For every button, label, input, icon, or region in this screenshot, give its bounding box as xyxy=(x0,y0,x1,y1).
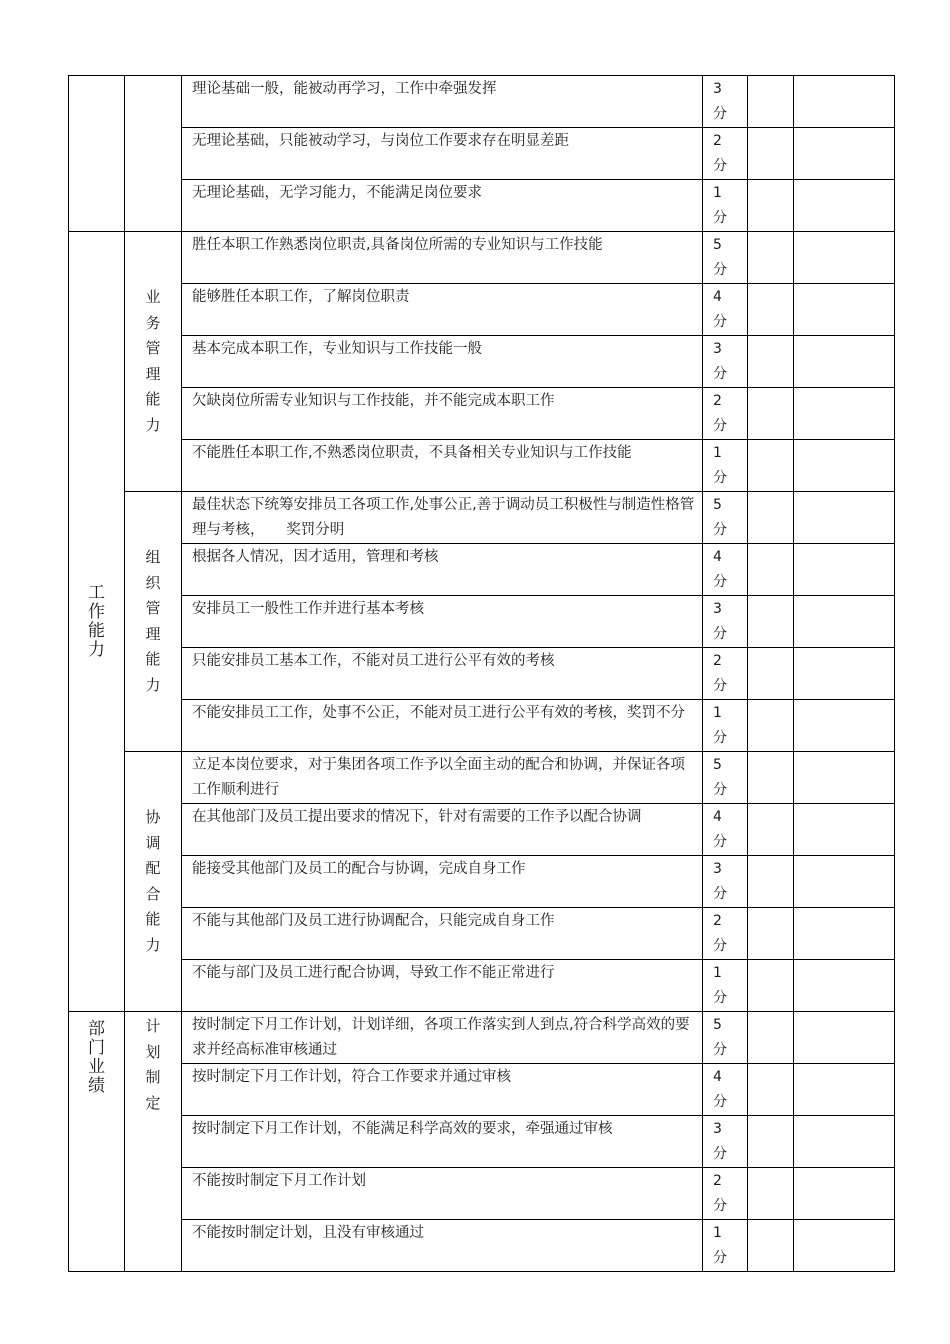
score-cell: 4 分 xyxy=(703,804,748,856)
criteria-text: 能接受其他部门及员工的配合与协调，完成自身工作 xyxy=(182,856,703,908)
score-cell: 1 分 xyxy=(703,1220,748,1272)
review-score-cell[interactable] xyxy=(794,1012,895,1064)
subcategory-business-management: 业务管理能力 xyxy=(125,232,182,492)
review-score-cell[interactable] xyxy=(794,128,895,180)
category-department-performance: 部门业绩 xyxy=(69,1012,125,1272)
criteria-text: 不能与其他部门及员工进行协调配合，只能完成自身工作 xyxy=(182,908,703,960)
self-score-cell[interactable] xyxy=(748,440,794,492)
self-score-cell[interactable] xyxy=(748,544,794,596)
self-score-cell[interactable] xyxy=(748,596,794,648)
table-row xyxy=(69,232,895,284)
table-row xyxy=(69,960,895,1012)
self-score-cell[interactable] xyxy=(748,128,794,180)
table-row xyxy=(69,752,895,804)
review-score-cell[interactable] xyxy=(794,1064,895,1116)
review-score-cell[interactable] xyxy=(794,544,895,596)
table-row xyxy=(69,440,895,492)
self-score-cell[interactable] xyxy=(748,700,794,752)
criteria-text: 安排员工一般性工作并进行基本考核 xyxy=(182,596,703,648)
self-score-cell[interactable] xyxy=(748,336,794,388)
review-score-cell[interactable] xyxy=(794,752,895,804)
score-cell: 1 分 xyxy=(703,180,748,232)
criteria-text: 根据各人情况，因才适用，管理和考核 xyxy=(182,544,703,596)
subcategory-cell-empty xyxy=(125,76,182,232)
criteria-text: 按时制定下月工作计划，不能满足科学高效的要求，牵强通过审核 xyxy=(182,1116,703,1168)
score-cell: 3 分 xyxy=(703,596,748,648)
score-cell: 2 分 xyxy=(703,908,748,960)
subcategory-coordination: 协调配合能力 xyxy=(125,752,182,1012)
criteria-text: 在其他部门及员工提出要求的情况下，针对有需要的工作予以配合协调 xyxy=(182,804,703,856)
review-score-cell[interactable] xyxy=(794,804,895,856)
self-score-cell[interactable] xyxy=(748,1012,794,1064)
score-cell: 4 分 xyxy=(703,1064,748,1116)
table-row xyxy=(69,284,895,336)
criteria-text: 不能胜任本职工作,不熟悉岗位职责，不具备相关专业知识与工作技能 xyxy=(182,440,703,492)
criteria-text: 立足本岗位要求，对于集团各项工作予以全面主动的配合和协调，并保证各项工作顺利进行 xyxy=(182,752,703,804)
self-score-cell[interactable] xyxy=(748,1064,794,1116)
self-score-cell[interactable] xyxy=(748,232,794,284)
review-score-cell[interactable] xyxy=(794,960,895,1012)
self-score-cell[interactable] xyxy=(748,960,794,1012)
table-row xyxy=(69,908,895,960)
evaluation-table xyxy=(68,75,895,1272)
criteria-text: 最佳状态下统筹安排员工各项工作,处事公正,善于调动员工积极性与制造性格管理与考核， 奖罚分明 xyxy=(182,492,703,544)
table-row xyxy=(69,1012,895,1064)
subcategory-organization-management: 组织管理能力 xyxy=(125,492,182,752)
score-cell: 2 分 xyxy=(703,1168,748,1220)
score-cell: 4 分 xyxy=(703,544,748,596)
review-score-cell[interactable] xyxy=(794,908,895,960)
review-score-cell[interactable] xyxy=(794,1168,895,1220)
table-row xyxy=(69,1220,895,1272)
table-row xyxy=(69,388,895,440)
self-score-cell[interactable] xyxy=(748,648,794,700)
score-cell: 3 分 xyxy=(703,1116,748,1168)
score-cell: 4 分 xyxy=(703,284,748,336)
score-cell: 3 分 xyxy=(703,336,748,388)
criteria-text: 按时制定下月工作计划，符合工作要求并通过审核 xyxy=(182,1064,703,1116)
review-score-cell[interactable] xyxy=(794,388,895,440)
self-score-cell[interactable] xyxy=(748,284,794,336)
criteria-text: 按时制定下月工作计划，计划详细，各项工作落实到人到点,符合科学高效的要求并经高标准审核通过 xyxy=(182,1012,703,1064)
review-score-cell[interactable] xyxy=(794,180,895,232)
table-row xyxy=(69,1168,895,1220)
criteria-text: 只能安排员工基本工作，不能对员工进行公平有效的考核 xyxy=(182,648,703,700)
review-score-cell[interactable] xyxy=(794,1220,895,1272)
self-score-cell[interactable] xyxy=(748,1220,794,1272)
table-row xyxy=(69,76,895,128)
self-score-cell[interactable] xyxy=(748,76,794,128)
review-score-cell[interactable] xyxy=(794,336,895,388)
table-row xyxy=(69,180,895,232)
review-score-cell[interactable] xyxy=(794,492,895,544)
self-score-cell[interactable] xyxy=(748,804,794,856)
criteria-text: 不能安排员工工作，处事不公正，不能对员工进行公平有效的考核，奖罚不分 xyxy=(182,700,703,752)
score-cell: 2 分 xyxy=(703,648,748,700)
table-row xyxy=(69,648,895,700)
criteria-text: 能够胜任本职工作，了解岗位职责 xyxy=(182,284,703,336)
criteria-text: 不能与部门及员工进行配合协调，导致工作不能正常进行 xyxy=(182,960,703,1012)
table-row xyxy=(69,700,895,752)
review-score-cell[interactable] xyxy=(794,700,895,752)
review-score-cell[interactable] xyxy=(794,856,895,908)
score-cell: 5 分 xyxy=(703,752,748,804)
review-score-cell[interactable] xyxy=(794,648,895,700)
category-cell-empty xyxy=(69,76,125,232)
score-cell: 5 分 xyxy=(703,492,748,544)
score-cell: 3 分 xyxy=(703,76,748,128)
score-cell: 2 分 xyxy=(703,388,748,440)
score-cell: 5 分 xyxy=(703,1012,748,1064)
table-row xyxy=(69,492,895,544)
table-row xyxy=(69,336,895,388)
review-score-cell[interactable] xyxy=(794,596,895,648)
self-score-cell[interactable] xyxy=(748,1116,794,1168)
self-score-cell[interactable] xyxy=(748,388,794,440)
self-score-cell[interactable] xyxy=(748,180,794,232)
criteria-text: 欠缺岗位所需专业知识与工作技能，并不能完成本职工作 xyxy=(182,388,703,440)
review-score-cell[interactable] xyxy=(794,1116,895,1168)
score-cell: 5 分 xyxy=(703,232,748,284)
score-cell: 1 分 xyxy=(703,960,748,1012)
table-row xyxy=(69,128,895,180)
review-score-cell[interactable] xyxy=(794,284,895,336)
review-score-cell[interactable] xyxy=(794,76,895,128)
table-row xyxy=(69,1116,895,1168)
self-score-cell[interactable] xyxy=(748,908,794,960)
table-row xyxy=(69,1064,895,1116)
criteria-text: 胜任本职工作熟悉岗位职责,具备岗位所需的专业知识与工作技能 xyxy=(182,232,703,284)
score-cell: 2 分 xyxy=(703,128,748,180)
criteria-text: 无理论基础，无学习能力，不能满足岗位要求 xyxy=(182,180,703,232)
table-row xyxy=(69,596,895,648)
subcategory-plan-making: 计划制定 xyxy=(125,1012,182,1272)
criteria-text: 理论基础一般，能被动再学习，工作中牵强发挥 xyxy=(182,76,703,128)
review-score-cell[interactable] xyxy=(794,440,895,492)
criteria-text: 不能按时制定计划，且没有审核通过 xyxy=(182,1220,703,1272)
category-work-ability: 工作能力 xyxy=(69,232,125,1012)
table-row xyxy=(69,804,895,856)
review-score-cell[interactable] xyxy=(794,232,895,284)
table-row xyxy=(69,856,895,908)
self-score-cell[interactable] xyxy=(748,752,794,804)
score-cell: 1 分 xyxy=(703,440,748,492)
self-score-cell[interactable] xyxy=(748,1168,794,1220)
table-row xyxy=(69,544,895,596)
score-cell: 3 分 xyxy=(703,856,748,908)
criteria-text: 无理论基础，只能被动学习，与岗位工作要求存在明显差距 xyxy=(182,128,703,180)
criteria-text: 基本完成本职工作，专业知识与工作技能一般 xyxy=(182,336,703,388)
criteria-text: 不能按时制定下月工作计划 xyxy=(182,1168,703,1220)
score-cell: 1 分 xyxy=(703,700,748,752)
self-score-cell[interactable] xyxy=(748,856,794,908)
self-score-cell[interactable] xyxy=(748,492,794,544)
